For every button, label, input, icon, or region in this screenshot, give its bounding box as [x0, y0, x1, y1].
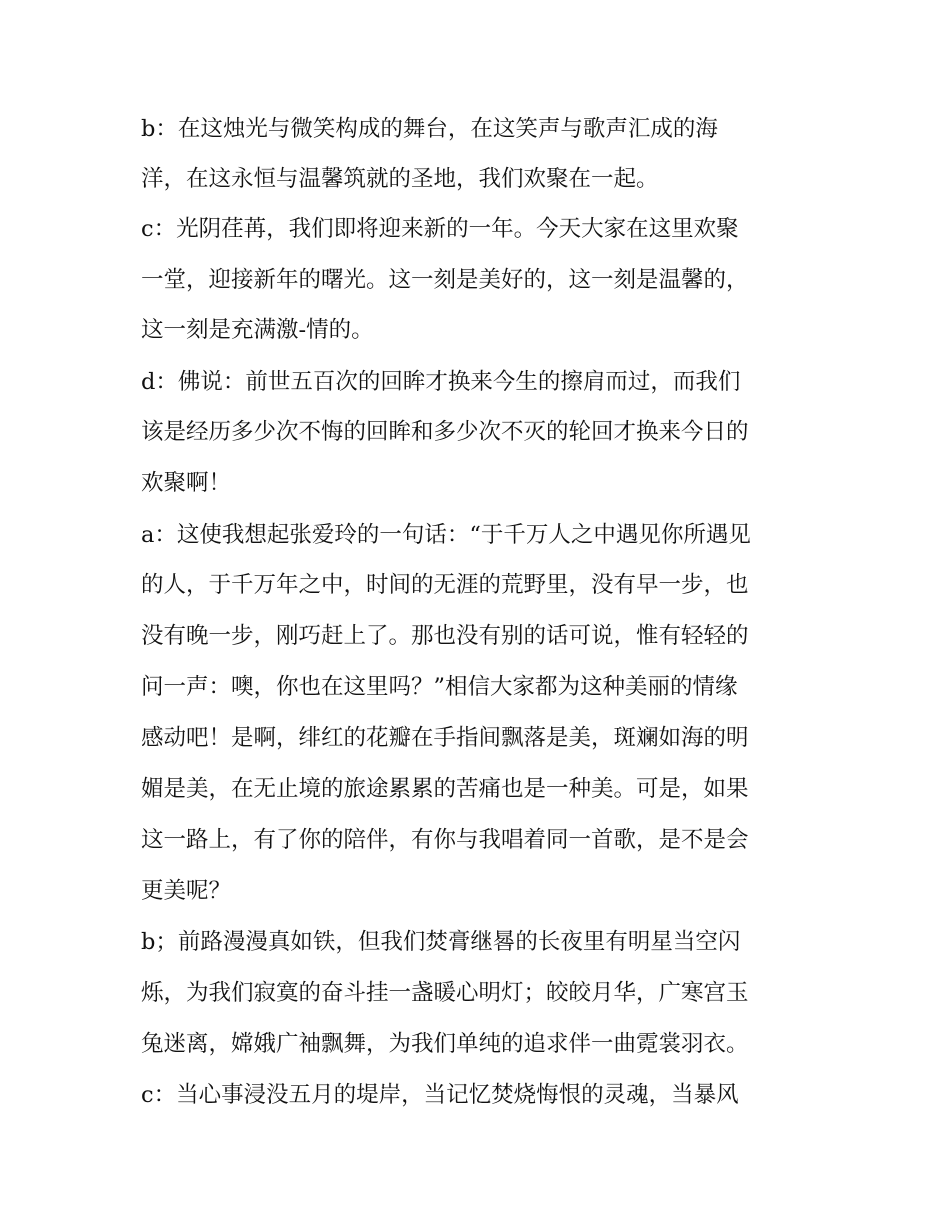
- text-line: 洋，在这永恒与温馨筑就的圣地，我们欢聚在一起。: [141, 166, 659, 192]
- text-line: 欢聚啊！: [141, 470, 232, 496]
- text-line: 这一路上，有了你的陪伴，有你与我唱着同一首歌，是不是会: [141, 827, 749, 853]
- text-line: c：光阴荏苒，我们即将迎来新的一年。今天大家在这里欢聚: [141, 216, 739, 242]
- text-line: 兔迷离，嫦娥广袖飘舞，为我们单纯的追求伴一曲霓裳羽衣。: [141, 1031, 749, 1057]
- text-line: a：这使我想起张爱玲的一句话：“于千万人之中遇见你所遇见: [141, 522, 751, 548]
- text-line: c：当心事浸没五月的堤岸，当记忆焚烧悔恨的灵魂，当暴风: [141, 1082, 739, 1108]
- text-line: 一堂，迎接新年的曙光。这一刻是美好的，这一刻是温馨的，: [141, 267, 749, 293]
- text-line: 的人，于千万年之中，时间的无涯的荒野里，没有早一步，也: [141, 572, 749, 598]
- text-line: b：在这烛光与微笑构成的舞台，在这笑声与歌声汇成的海: [141, 116, 718, 142]
- text-line: 媚是美，在无止境的旅途累累的苦痛也是一种美。可是，如果: [141, 776, 749, 802]
- text-line: 该是经历多少次不悔的回眸和多少次不灭的轮回才换来今日的: [141, 419, 749, 445]
- text-line: 问一声：噢，你也在这里吗？”相信大家都为这种美丽的情缘: [141, 674, 738, 700]
- text-line: 烁，为我们寂寞的奋斗挂一盏暖心明灯；皎皎月华，广寒宫玉: [141, 980, 749, 1006]
- text-line: 更美呢？: [141, 878, 232, 904]
- text-line: 这一刻是充满激-情的。: [141, 317, 374, 343]
- text-line: 感动吧！是啊，绯红的花瓣在手指间飘落是美，斑斓如海的明: [141, 725, 749, 751]
- text-line: 没有晚一步，刚巧赶上了。那也没有别的话可说，惟有轻轻的: [141, 623, 749, 649]
- text-line: d：佛说：前世五百次的回眸才换来今生的擦肩而过，而我们: [141, 369, 741, 395]
- text-line: b；前路漫漫真如铁，但我们焚膏继晷的长夜里有明星当空闪: [141, 929, 741, 955]
